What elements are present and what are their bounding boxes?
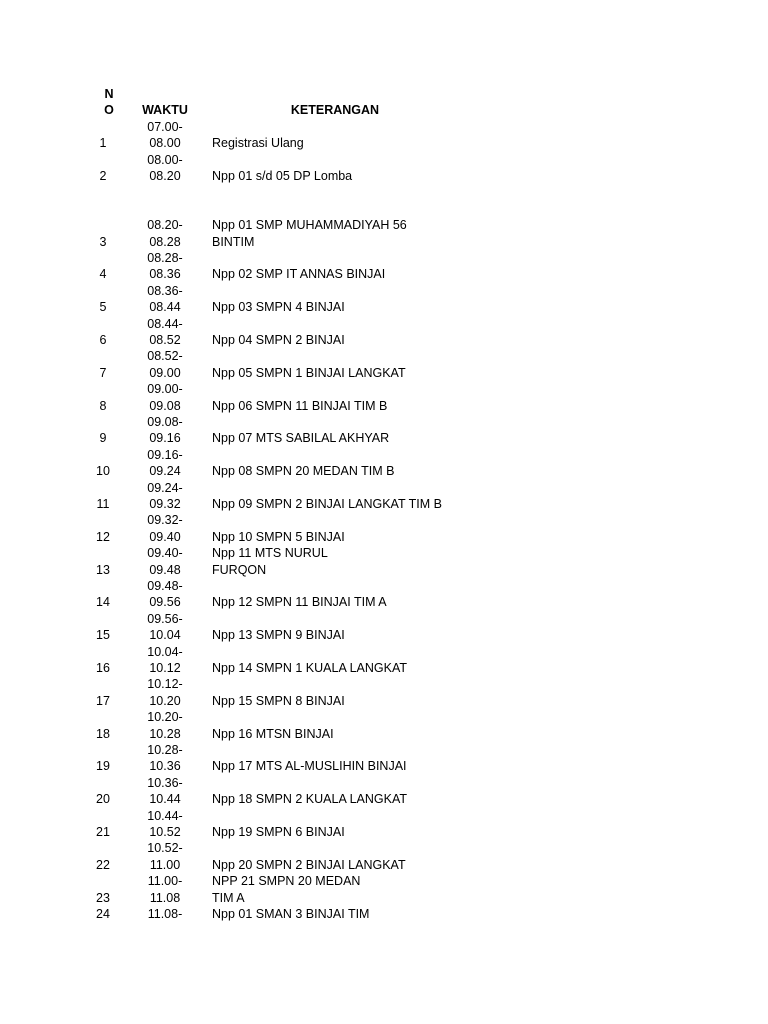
row-time bbox=[130, 808, 200, 841]
time-start: 08.28- bbox=[147, 250, 183, 265]
time-end: 08.20 bbox=[149, 168, 181, 183]
time-end: 08.28 bbox=[149, 234, 181, 249]
row-no: 2 bbox=[99, 168, 107, 183]
row-time bbox=[130, 217, 200, 250]
row-no: 24 bbox=[96, 906, 110, 921]
row-no: 23 bbox=[96, 890, 110, 905]
time-end: 09.24 bbox=[149, 464, 181, 479]
row-no: 1 bbox=[99, 136, 107, 151]
row-no: 20 bbox=[96, 792, 110, 807]
table-row bbox=[0, 611, 768, 644]
header-no-line1: N bbox=[104, 87, 114, 101]
row-time bbox=[130, 775, 200, 808]
header-no-line2: O bbox=[104, 103, 114, 118]
row-no: 21 bbox=[96, 824, 110, 839]
row-no: 18 bbox=[96, 726, 110, 741]
table-row bbox=[0, 348, 768, 381]
row-keterangan: Npp 16 MTSN BINJAI bbox=[212, 726, 334, 741]
row-keterangan: Npp 19 SMPN 6 BINJAI bbox=[212, 824, 345, 839]
row-keterangan: Npp 14 SMPN 1 KUALA LANGKAT bbox=[212, 660, 407, 675]
time-end: 10.52 bbox=[149, 824, 181, 839]
row-no: 7 bbox=[99, 365, 107, 380]
row-keterangan: Npp 18 SMPN 2 KUALA LANGKAT bbox=[212, 792, 407, 807]
time-end: 09.56 bbox=[149, 595, 181, 610]
table-row bbox=[0, 316, 768, 349]
time-end: 10.12 bbox=[149, 660, 181, 675]
row-keterangan: Npp 01 SMP MUHAMMADIYAH 56 BINTIM bbox=[212, 218, 407, 249]
row-time bbox=[130, 119, 200, 152]
row-time bbox=[130, 578, 200, 611]
row-time bbox=[130, 611, 200, 644]
table-row bbox=[0, 283, 768, 316]
row-time bbox=[130, 545, 200, 578]
time-end: 09.08 bbox=[149, 398, 181, 413]
table-row bbox=[0, 250, 768, 283]
table-row bbox=[0, 775, 768, 808]
row-no: 16 bbox=[96, 660, 110, 675]
table-row bbox=[0, 676, 768, 709]
time-end: 10.04 bbox=[149, 628, 181, 643]
time-end: 09.32 bbox=[149, 496, 181, 511]
time-end: 09.40 bbox=[149, 529, 181, 544]
row-no: 19 bbox=[96, 759, 110, 774]
row-time bbox=[130, 709, 200, 742]
row-time bbox=[130, 447, 200, 480]
header-keterangan: KETERANGAN bbox=[290, 103, 380, 118]
row-time bbox=[130, 316, 200, 349]
row-no: 10 bbox=[96, 464, 110, 479]
row-keterangan: Npp 20 SMPN 2 BINJAI LANGKAT bbox=[212, 857, 406, 872]
row-keterangan: Npp 05 SMPN 1 BINJAI LANGKAT bbox=[212, 365, 406, 380]
time-end: 09.16 bbox=[149, 431, 181, 446]
table-row bbox=[0, 840, 768, 873]
time-end: 08.52 bbox=[149, 332, 181, 347]
time-start: 09.24- bbox=[147, 480, 183, 495]
time-end: 11.00 bbox=[149, 857, 181, 872]
time-end: 08.44 bbox=[149, 300, 181, 315]
time-end: 10.44 bbox=[149, 792, 181, 807]
row-time bbox=[130, 873, 200, 906]
table-row bbox=[0, 906, 768, 922]
header-no bbox=[99, 86, 119, 119]
time-start: 09.56- bbox=[147, 611, 183, 626]
row-keterangan: Npp 07 MTS SABILAL AKHYAR bbox=[212, 431, 390, 446]
table-row bbox=[0, 644, 768, 677]
row-keterangan: Npp 12 SMPN 11 BINJAI TIM A bbox=[212, 595, 387, 610]
row-no: 11 bbox=[96, 496, 110, 511]
table-row bbox=[0, 381, 768, 414]
row-time bbox=[130, 512, 200, 545]
row-keterangan: Npp 01 SMAN 3 BINJAI TIM bbox=[212, 906, 370, 921]
time-start: 08.36- bbox=[147, 283, 183, 298]
time-start: 10.44- bbox=[147, 808, 183, 823]
table-row bbox=[0, 808, 768, 841]
row-keterangan: Npp 17 MTS AL-MUSLIHIN BINJAI bbox=[212, 759, 407, 774]
row-keterangan: Npp 03 SMPN 4 BINJAI bbox=[212, 300, 345, 315]
row-no: 17 bbox=[96, 693, 110, 708]
row-keterangan: Npp 08 SMPN 20 MEDAN TIM B bbox=[212, 464, 395, 479]
row-time bbox=[130, 644, 200, 677]
table-row bbox=[0, 414, 768, 447]
time-start: 10.36- bbox=[147, 775, 183, 790]
time-start: 09.00- bbox=[147, 382, 183, 397]
table-row bbox=[0, 578, 768, 611]
row-keterangan: Npp 13 SMPN 9 BINJAI bbox=[212, 628, 345, 643]
time-start: 10.52- bbox=[147, 841, 183, 856]
table-row bbox=[0, 447, 768, 480]
time-start: 08.44- bbox=[147, 316, 183, 331]
time-start: 11.00- bbox=[147, 874, 183, 889]
time-start: 08.00- bbox=[147, 152, 183, 167]
time-start: 09.48- bbox=[147, 578, 183, 593]
row-keterangan: Npp 02 SMP IT ANNAS BINJAI bbox=[212, 267, 386, 282]
row-no: 3 bbox=[99, 234, 107, 249]
table-row bbox=[0, 709, 768, 742]
time-start: 11.08- bbox=[147, 906, 183, 921]
time-start: 10.28- bbox=[147, 742, 183, 757]
row-time bbox=[130, 283, 200, 316]
row-time bbox=[130, 348, 200, 381]
table-body bbox=[0, 119, 768, 923]
time-start: 09.32- bbox=[147, 513, 183, 528]
row-time bbox=[130, 480, 200, 513]
row-time bbox=[130, 250, 200, 283]
time-end: 11.08 bbox=[149, 890, 181, 905]
time-end: 09.00 bbox=[149, 365, 181, 380]
time-start: 10.04- bbox=[147, 644, 183, 659]
row-no: 5 bbox=[99, 300, 107, 315]
table-row bbox=[0, 512, 768, 545]
row-keterangan: Npp 11 MTS NURUL FURQON bbox=[212, 546, 328, 577]
row-no: 15 bbox=[96, 628, 110, 643]
time-start: 08.20- bbox=[147, 218, 183, 233]
table-row bbox=[0, 184, 768, 250]
time-start: 10.12- bbox=[147, 677, 183, 692]
time-start: 09.40- bbox=[147, 546, 183, 561]
row-time bbox=[130, 676, 200, 709]
table-row bbox=[0, 480, 768, 513]
time-start: 07.00- bbox=[147, 119, 183, 134]
row-no: 13 bbox=[96, 562, 110, 577]
time-end: 10.36 bbox=[149, 759, 181, 774]
table-row bbox=[0, 119, 768, 152]
table-header bbox=[0, 86, 768, 119]
time-start: 08.52- bbox=[147, 349, 183, 364]
time-end: 10.28 bbox=[149, 726, 181, 741]
row-no: 14 bbox=[96, 595, 110, 610]
row-keterangan: NPP 21 SMPN 20 MEDAN TIM A bbox=[212, 874, 361, 905]
table-row bbox=[0, 742, 768, 775]
time-end: 09.48 bbox=[149, 562, 181, 577]
row-no: 12 bbox=[96, 529, 110, 544]
time-end: 10.20 bbox=[149, 693, 181, 708]
row-time bbox=[130, 742, 200, 775]
row-no: 9 bbox=[99, 431, 107, 446]
row-time bbox=[130, 152, 200, 185]
row-no: 4 bbox=[99, 267, 107, 282]
schedule-sheet bbox=[0, 86, 768, 922]
row-keterangan: Npp 01 s/d 05 DP Lomba bbox=[212, 168, 353, 183]
time-start: 09.08- bbox=[147, 414, 183, 429]
time-start: 10.20- bbox=[147, 710, 183, 725]
row-no: 8 bbox=[99, 398, 107, 413]
row-no: 6 bbox=[99, 332, 107, 347]
header-waktu: WAKTU bbox=[142, 103, 188, 118]
row-keterangan: Npp 15 SMPN 8 BINJAI bbox=[212, 693, 345, 708]
row-time bbox=[130, 381, 200, 414]
row-keterangan: Npp 10 SMPN 5 BINJAI bbox=[212, 529, 345, 544]
table-row bbox=[0, 152, 768, 185]
table-row bbox=[0, 545, 768, 578]
row-time bbox=[130, 840, 200, 873]
row-keterangan: Npp 04 SMPN 2 BINJAI bbox=[212, 332, 345, 347]
row-keterangan: Npp 09 SMPN 2 BINJAI LANGKAT TIM B bbox=[212, 496, 442, 511]
row-keterangan: Registrasi Ulang bbox=[212, 136, 304, 151]
time-end: 08.00 bbox=[149, 136, 181, 151]
row-keterangan: Npp 06 SMPN 11 BINJAI TIM B bbox=[212, 398, 388, 413]
row-time bbox=[130, 906, 200, 922]
row-no: 22 bbox=[96, 857, 110, 872]
row-time bbox=[130, 414, 200, 447]
time-start: 09.16- bbox=[147, 447, 183, 462]
time-end: 08.36 bbox=[149, 267, 181, 282]
table-row bbox=[0, 873, 768, 906]
